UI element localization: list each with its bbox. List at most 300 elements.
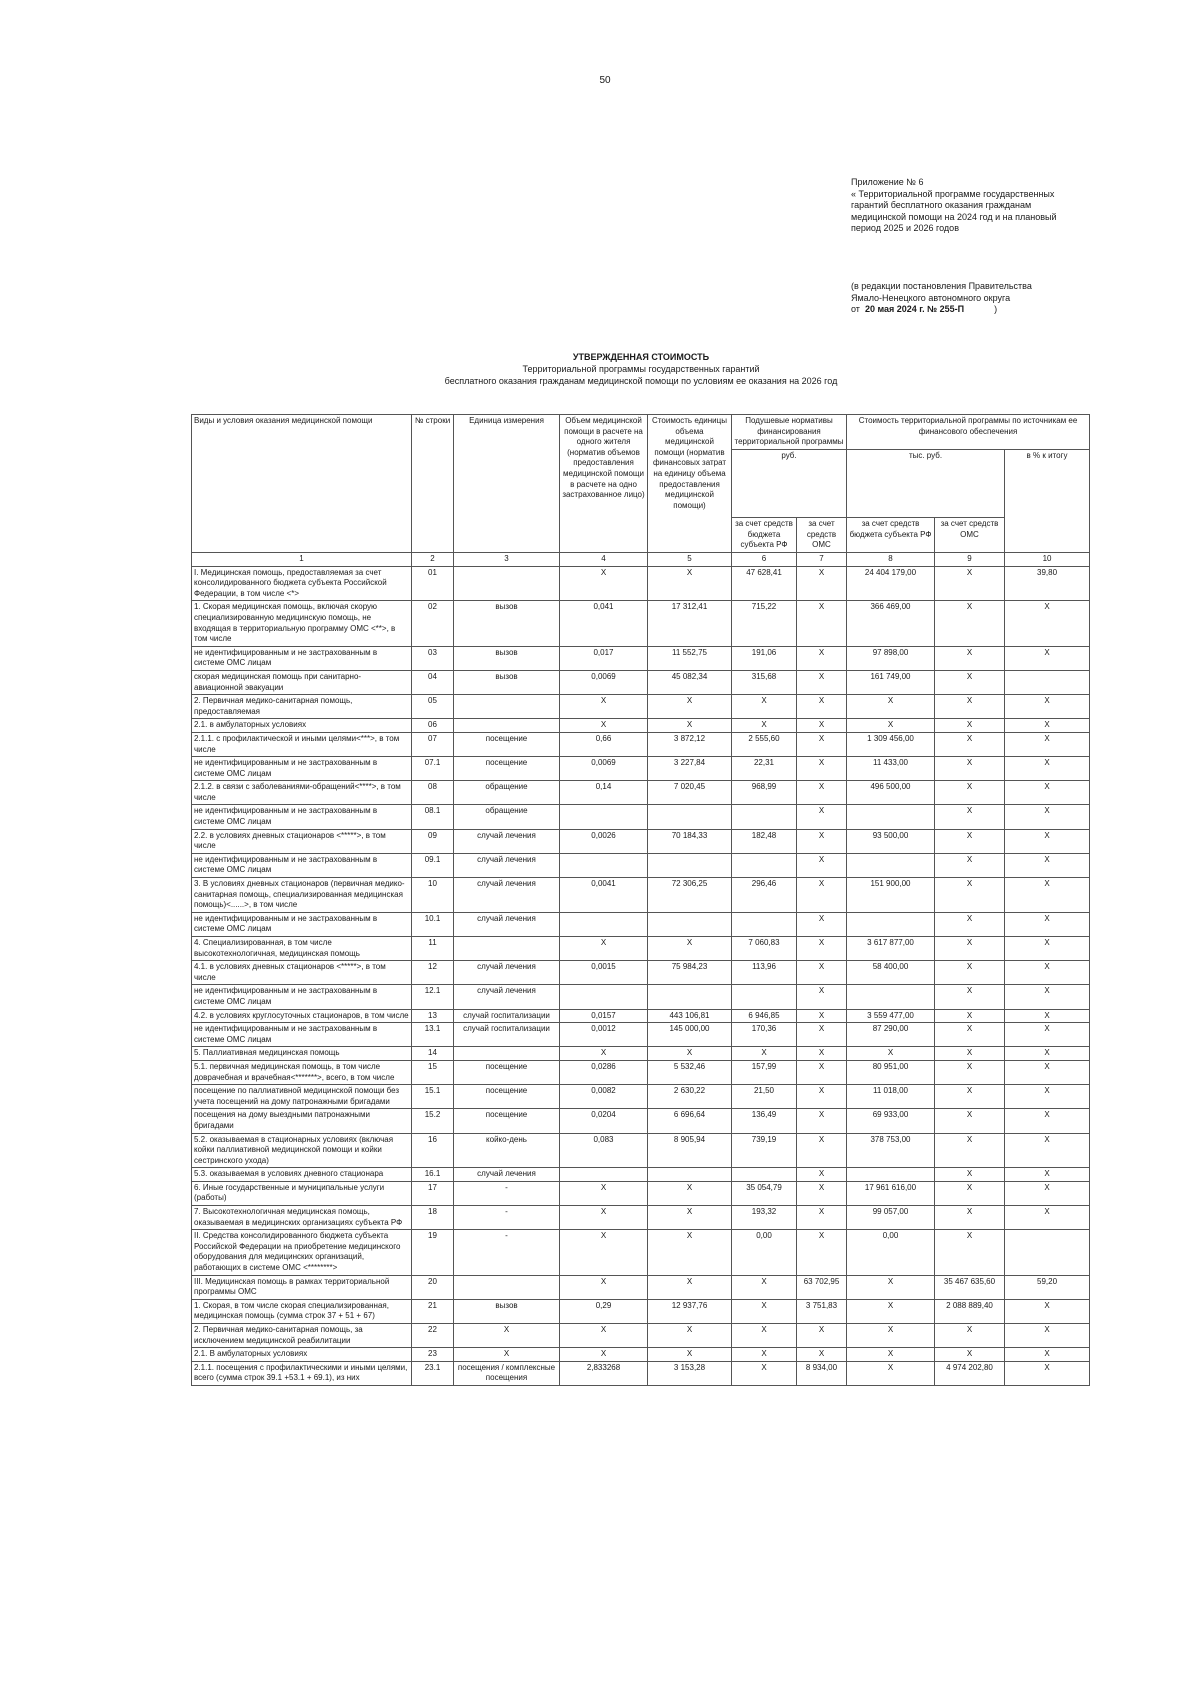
- table-cell: случай лечения: [454, 985, 560, 1009]
- table-cell: X: [1005, 1023, 1090, 1047]
- table-cell: 87 290,00: [847, 1023, 935, 1047]
- table-cell: X: [648, 937, 732, 961]
- table-cell: X: [1005, 985, 1090, 1009]
- header-per-capita-unit: руб.: [732, 449, 847, 517]
- column-number: 2: [412, 553, 454, 567]
- table-cell: [847, 1168, 935, 1182]
- table-cell: X: [935, 601, 1005, 646]
- table-row: [192, 1060, 1090, 1084]
- table-cell: 18: [412, 1206, 454, 1230]
- table-cell: 1. Скорая медицинская помощь, включая скорую специализированную медицинскую помощь, не входящая в территориальную программу ОМС <**>, в том числе: [192, 601, 412, 646]
- table-row: [192, 1230, 1090, 1275]
- table-cell: 145 000,00: [648, 1023, 732, 1047]
- table-cell: 443 106,81: [648, 1009, 732, 1023]
- table-cell: 14: [412, 1047, 454, 1061]
- table-row: [192, 1009, 1090, 1023]
- table-cell: X: [847, 1324, 935, 1348]
- table-cell: 24 404 179,00: [847, 566, 935, 601]
- table-cell: 17 312,41: [648, 601, 732, 646]
- table-cell: 2.1.2. в связи с заболеваниями-обращений<****>, в том числе: [192, 781, 412, 805]
- table-cell: вызов: [454, 646, 560, 670]
- table-row: [192, 1181, 1090, 1205]
- table-cell: [732, 912, 797, 936]
- table-cell: посещение: [454, 757, 560, 781]
- table-cell: X: [935, 1133, 1005, 1168]
- table-cell: 2.1. В амбулаторных условиях: [192, 1348, 412, 1362]
- table-row: [192, 1324, 1090, 1348]
- table-cell: X: [1005, 1047, 1090, 1061]
- table-cell: посещение: [454, 732, 560, 756]
- table-cell: X: [847, 1348, 935, 1362]
- table-cell: случай лечения: [454, 912, 560, 936]
- table-cell: 75 984,23: [648, 961, 732, 985]
- column-number: 1: [192, 553, 412, 567]
- table-cell: 22: [412, 1324, 454, 1348]
- table-cell: 35 054,79: [732, 1181, 797, 1205]
- table-cell: X: [1005, 757, 1090, 781]
- table-cell: X: [1005, 829, 1090, 853]
- table-cell: X: [560, 1206, 648, 1230]
- table-cell: X: [1005, 961, 1090, 985]
- table-cell: [648, 985, 732, 1009]
- table-cell: 17 961 616,00: [847, 1181, 935, 1205]
- table-cell: 157,99: [732, 1060, 797, 1084]
- table-cell: X: [1005, 878, 1090, 913]
- table-cell: [454, 937, 560, 961]
- table-cell: 2.1.1. с профилактической и иными целями<***>, в том числе: [192, 732, 412, 756]
- column-number: 6: [732, 553, 797, 567]
- table-row: [192, 732, 1090, 756]
- table-cell: X: [1005, 1133, 1090, 1168]
- table-cell: посещение: [454, 1060, 560, 1084]
- header-cost-unit: тыс. руб.: [847, 449, 1005, 517]
- table-cell: [560, 805, 648, 829]
- table-cell: 80 951,00: [847, 1060, 935, 1084]
- table-cell: 23: [412, 1348, 454, 1362]
- table-cell: 0,041: [560, 601, 648, 646]
- table-cell: 6 946,85: [732, 1009, 797, 1023]
- table-cell: 3 751,83: [797, 1299, 847, 1323]
- table-cell: X: [935, 961, 1005, 985]
- table-cell: X: [560, 566, 648, 601]
- table-cell: 3 153,28: [648, 1361, 732, 1385]
- table-cell: X: [1005, 853, 1090, 877]
- table-cell: X: [935, 1324, 1005, 1348]
- table-cell: 2 555,60: [732, 732, 797, 756]
- table-cell: [847, 805, 935, 829]
- table-cell: X: [797, 878, 847, 913]
- table-cell: 4.2. в условиях круглосуточных стационаров, в том числе: [192, 1009, 412, 1023]
- table-cell: X: [1005, 732, 1090, 756]
- edition-date: 20 мая 2024 г. № 255-П: [864, 304, 965, 314]
- table-cell: X: [560, 1047, 648, 1061]
- table-cell: 2. Первичная медико-санитарная помощь, предоставляемая: [192, 695, 412, 719]
- table-row: [192, 781, 1090, 805]
- table-cell: 35 467 635,60: [935, 1275, 1005, 1299]
- table-cell: посещение: [454, 1109, 560, 1133]
- column-number: 3: [454, 553, 560, 567]
- header-unit-cost: Стоимость единицы объема медицинской помощи (норматив финансовых затрат на единицу объема предоставления медицинской помощи): [648, 415, 732, 553]
- table-cell: 0,14: [560, 781, 648, 805]
- table-cell: не идентифицированным и не застрахованным в системе ОМС лицам: [192, 805, 412, 829]
- table-cell: 0,0026: [560, 829, 648, 853]
- table-cell: 15.1: [412, 1085, 454, 1109]
- table-cell: случай госпитализации: [454, 1009, 560, 1023]
- table-cell: X: [797, 1109, 847, 1133]
- table-cell: [560, 1168, 648, 1182]
- column-number: 8: [847, 553, 935, 567]
- table-cell: X: [935, 1060, 1005, 1084]
- table-cell: 5 532,46: [648, 1060, 732, 1084]
- table-row: [192, 757, 1090, 781]
- table-cell: -: [454, 1206, 560, 1230]
- table-cell: X: [648, 1324, 732, 1348]
- table-cell: [847, 985, 935, 1009]
- table-cell: 20: [412, 1275, 454, 1299]
- table-cell: X: [797, 1023, 847, 1047]
- table-cell: не идентифицированным и не застрахованным в системе ОМС лицам: [192, 985, 412, 1009]
- table-cell: X: [797, 1009, 847, 1023]
- table-cell: X: [560, 719, 648, 733]
- header-oms-thousand: за счет средств ОМС: [935, 518, 1005, 553]
- table-cell: 0,083: [560, 1133, 648, 1168]
- table-cell: X: [1005, 912, 1090, 936]
- table-cell: X: [797, 1230, 847, 1275]
- table-cell: 12 937,76: [648, 1299, 732, 1323]
- table-cell: X: [1005, 719, 1090, 733]
- table-cell: X: [732, 1324, 797, 1348]
- table-cell: 7 020,45: [648, 781, 732, 805]
- table-cell: X: [560, 1230, 648, 1275]
- table-cell: 0,0286: [560, 1060, 648, 1084]
- table-cell: X: [797, 937, 847, 961]
- column-number: 10: [1005, 553, 1090, 567]
- table-cell: 11 433,00: [847, 757, 935, 781]
- table-cell: 59,20: [1005, 1275, 1090, 1299]
- table-cell: 70 184,33: [648, 829, 732, 853]
- table-cell: [648, 912, 732, 936]
- table-cell: 08: [412, 781, 454, 805]
- table-cell: [732, 853, 797, 877]
- table-cell: X: [797, 695, 847, 719]
- table-cell: случай лечения: [454, 853, 560, 877]
- table-cell: X: [648, 1230, 732, 1275]
- table-cell: 0,0015: [560, 961, 648, 985]
- table-row: [192, 937, 1090, 961]
- table-cell: 15: [412, 1060, 454, 1084]
- table-cell: 11 018,00: [847, 1085, 935, 1109]
- table-cell: 8 934,00: [797, 1361, 847, 1385]
- table-cell: X: [648, 1275, 732, 1299]
- table-row: [192, 829, 1090, 853]
- table-cell: 0,00: [732, 1230, 797, 1275]
- table-cell: 0,00: [847, 1230, 935, 1275]
- table-cell: X: [797, 1206, 847, 1230]
- table-cell: 1 309 456,00: [847, 732, 935, 756]
- table-cell: 4 974 202,80: [935, 1361, 1005, 1385]
- table-cell: 04: [412, 670, 454, 694]
- table-cell: 07.1: [412, 757, 454, 781]
- table-cell: [1005, 1230, 1090, 1275]
- table-cell: 191,06: [732, 646, 797, 670]
- table-cell: посещение по паллиативной медицинской помощи без учета посещений на дому патронажными бригадами: [192, 1085, 412, 1109]
- table-cell: 3. В условиях дневных стационаров (первичная медико-санитарная помощь, специализированная медицинская помощь)<......>, в том числе: [192, 878, 412, 913]
- table-cell: случай лечения: [454, 829, 560, 853]
- table-cell: 296,46: [732, 878, 797, 913]
- table-cell: 2 088 889,40: [935, 1299, 1005, 1323]
- table-cell: 10: [412, 878, 454, 913]
- table-cell: 69 933,00: [847, 1109, 935, 1133]
- header-percent: в % к итогу: [1005, 449, 1090, 552]
- table-cell: обращение: [454, 805, 560, 829]
- table-cell: X: [732, 719, 797, 733]
- table-cell: X: [1005, 805, 1090, 829]
- table-cell: 5.1. первичная медицинская помощь, в том числе доврачебная и врачебная<*******>, всего, в том числе: [192, 1060, 412, 1084]
- table-cell: 10.1: [412, 912, 454, 936]
- table-cell: X: [648, 1348, 732, 1362]
- table-cell: X: [560, 1324, 648, 1348]
- table-cell: X: [648, 1047, 732, 1061]
- table-cell: 09.1: [412, 853, 454, 877]
- table-cell: X: [797, 829, 847, 853]
- table-cell: X: [648, 1206, 732, 1230]
- table-cell: X: [797, 732, 847, 756]
- table-cell: не идентифицированным и не застрахованным в системе ОМС лицам: [192, 853, 412, 877]
- table-cell: X: [797, 1047, 847, 1061]
- table-cell: [1005, 670, 1090, 694]
- column-number: 7: [797, 553, 847, 567]
- table-cell: [732, 985, 797, 1009]
- table-cell: 12.1: [412, 985, 454, 1009]
- table-row: [192, 1348, 1090, 1362]
- table-cell: случай госпитализации: [454, 1023, 560, 1047]
- table-cell: [454, 695, 560, 719]
- table-cell: [847, 853, 935, 877]
- table-cell: 715,22: [732, 601, 797, 646]
- table-cell: X: [847, 719, 935, 733]
- header-row-number: № строки: [412, 415, 454, 553]
- table-cell: 22,31: [732, 757, 797, 781]
- table-cell: [732, 805, 797, 829]
- table-cell: 4.1. в условиях дневных стационаров <*****>, в том числе: [192, 961, 412, 985]
- table-cell: X: [935, 1047, 1005, 1061]
- table-cell: X: [560, 695, 648, 719]
- header-oms-rub: за счет средств ОМС: [797, 518, 847, 553]
- table-cell: [648, 805, 732, 829]
- table-row: [192, 601, 1090, 646]
- table-cell: 72 306,25: [648, 878, 732, 913]
- table-cell: 2.2. в условиях дневных стационаров <*****>, в том числе: [192, 829, 412, 853]
- table-cell: [454, 1275, 560, 1299]
- table-cell: 3 617 877,00: [847, 937, 935, 961]
- table-row: [192, 805, 1090, 829]
- table-cell: 7 060,83: [732, 937, 797, 961]
- table-cell: 6 696,64: [648, 1109, 732, 1133]
- table-cell: [454, 719, 560, 733]
- table-cell: X: [732, 1299, 797, 1323]
- table-cell: X: [797, 1168, 847, 1182]
- edition-prefix: от: [851, 304, 860, 314]
- table-cell: X: [1005, 601, 1090, 646]
- table-cell: X: [797, 1348, 847, 1362]
- table-row: [192, 1047, 1090, 1061]
- table-cell: X: [797, 719, 847, 733]
- table-cell: X: [797, 781, 847, 805]
- table-cell: X: [935, 985, 1005, 1009]
- table-row: [192, 1133, 1090, 1168]
- table-cell: X: [1005, 695, 1090, 719]
- edition-note: [851, 281, 1071, 316]
- table-cell: X: [648, 1181, 732, 1205]
- table-cell: X: [935, 805, 1005, 829]
- table-cell: 03: [412, 646, 454, 670]
- table-cell: X: [797, 601, 847, 646]
- table-row: [192, 646, 1090, 670]
- table-cell: 16: [412, 1133, 454, 1168]
- table-cell: X: [1005, 1168, 1090, 1182]
- table-cell: не идентифицированным и не застрахованным в системе ОМС лицам: [192, 757, 412, 781]
- table-cell: X: [935, 719, 1005, 733]
- table-cell: 136,49: [732, 1109, 797, 1133]
- table-row: [192, 566, 1090, 601]
- table-cell: X: [935, 1206, 1005, 1230]
- table-cell: X: [797, 805, 847, 829]
- table-cell: посещения на дому выездными патронажными бригадами: [192, 1109, 412, 1133]
- table-cell: X: [935, 670, 1005, 694]
- table-cell: X: [847, 1047, 935, 1061]
- table-row: [192, 1361, 1090, 1385]
- table-cell: X: [797, 853, 847, 877]
- table-cell: X: [1005, 1206, 1090, 1230]
- table-cell: 2.1.1. посещения с профилактическими и иными целями, всего (сумма строк 39.1 +53.1 + 69.1), из них: [192, 1361, 412, 1385]
- table-cell: X: [797, 757, 847, 781]
- table-cell: X: [847, 1299, 935, 1323]
- table-cell: обращение: [454, 781, 560, 805]
- table-cell: X: [935, 757, 1005, 781]
- table-cell: [454, 566, 560, 601]
- table-cell: 378 753,00: [847, 1133, 935, 1168]
- table-cell: не идентифицированным и не застрахованным в системе ОМС лицам: [192, 646, 412, 670]
- table-cell: 39,80: [1005, 566, 1090, 601]
- page-number: 50: [599, 75, 611, 86]
- table-cell: вызов: [454, 670, 560, 694]
- table-cell: X: [797, 1085, 847, 1109]
- table-cell: 0,29: [560, 1299, 648, 1323]
- table-cell: X: [935, 1023, 1005, 1047]
- table-cell: 99 057,00: [847, 1206, 935, 1230]
- table-cell: 0,0069: [560, 757, 648, 781]
- table-cell: X: [1005, 1181, 1090, 1205]
- table-cell: X: [935, 646, 1005, 670]
- table-body: [192, 566, 1090, 1385]
- table-cell: 07: [412, 732, 454, 756]
- appendix-note: Приложение № 6 « Территориальной программе государственных гарантий бесплатного оказания гражданам медицинской помощи на 2024 год и на плановый период 2025 и 2026 годов: [851, 177, 1057, 233]
- header-budget-rub: за счет средств бюджета субъекта РФ: [732, 518, 797, 553]
- title-main: УТВЕРЖДЕННАЯ СТОИМОСТЬ: [572, 352, 710, 362]
- table-cell: 5. Паллиативная медицинская помощь: [192, 1047, 412, 1061]
- table-cell: 13: [412, 1009, 454, 1023]
- table-cell: X: [1005, 1361, 1090, 1385]
- table-cell: X: [1005, 781, 1090, 805]
- table-cell: X: [560, 1181, 648, 1205]
- table-cell: 21: [412, 1299, 454, 1323]
- table-cell: 93 500,00: [847, 829, 935, 853]
- table-cell: 06: [412, 719, 454, 733]
- table-cell: [648, 853, 732, 877]
- table-cell: X: [797, 566, 847, 601]
- header-budget-thousand: за счет средств бюджета субъекта РФ: [847, 518, 935, 553]
- table-cell: X: [732, 1348, 797, 1362]
- table-cell: 16.1: [412, 1168, 454, 1182]
- table-cell: скорая медицинская помощь при санитарно-авиационной эвакуации: [192, 670, 412, 694]
- table-cell: 0,0041: [560, 878, 648, 913]
- table-cell: X: [797, 646, 847, 670]
- table-cell: X: [935, 853, 1005, 877]
- table-cell: не идентифицированным и не застрахованным в системе ОМС лицам: [192, 912, 412, 936]
- table-cell: 23.1: [412, 1361, 454, 1385]
- table-cell: X: [797, 1181, 847, 1205]
- table-cell: X: [935, 912, 1005, 936]
- table-cell: X: [935, 781, 1005, 805]
- table-cell: 05: [412, 695, 454, 719]
- edition-line-3: [851, 304, 1071, 316]
- edition-suffix: ): [994, 304, 998, 314]
- table-cell: X: [935, 937, 1005, 961]
- table-cell: 3 872,12: [648, 732, 732, 756]
- edition-line-1: (в редакции постановления Правительства: [851, 281, 1032, 291]
- table-cell: 0,0204: [560, 1109, 648, 1133]
- table-cell: X: [935, 1348, 1005, 1362]
- table-cell: 11 552,75: [648, 646, 732, 670]
- table-cell: 182,48: [732, 829, 797, 853]
- table-cell: 6. Иные государственные и муниципальные услуги (работы): [192, 1181, 412, 1205]
- table-cell: 19: [412, 1230, 454, 1275]
- table-cell: 09: [412, 829, 454, 853]
- table-cell: 739,19: [732, 1133, 797, 1168]
- table-cell: X: [797, 985, 847, 1009]
- table-cell: 15.2: [412, 1109, 454, 1133]
- table-cell: X: [454, 1348, 560, 1362]
- table-cell: X: [648, 566, 732, 601]
- table-cell: X: [797, 1060, 847, 1084]
- table-cell: X: [935, 1181, 1005, 1205]
- table-cell: 0,0082: [560, 1085, 648, 1109]
- table-cell: посещение: [454, 1085, 560, 1109]
- table-cell: X: [648, 719, 732, 733]
- table-cell: 0,0012: [560, 1023, 648, 1047]
- column-number: 4: [560, 553, 648, 567]
- header-program-cost: Стоимость территориальной программы по источникам ее финансового обеспечения: [847, 415, 1090, 450]
- table-cell: 113,96: [732, 961, 797, 985]
- table-row: [192, 1206, 1090, 1230]
- table-cell: X: [732, 1047, 797, 1061]
- table-cell: вызов: [454, 1299, 560, 1323]
- table-row: [192, 1299, 1090, 1323]
- table-cell: X: [560, 1348, 648, 1362]
- table-cell: 0,017: [560, 646, 648, 670]
- table-cell: X: [797, 912, 847, 936]
- table-cell: 1. Скорая, в том числе скорая специализированная, медицинская помощь (сумма строк 37 + 51 + 67): [192, 1299, 412, 1323]
- table-row: [192, 1023, 1090, 1047]
- table-cell: 3 559 477,00: [847, 1009, 935, 1023]
- cost-table: [191, 414, 1090, 1386]
- table-cell: X: [648, 695, 732, 719]
- table-row: [192, 1275, 1090, 1299]
- table-cell: X: [935, 1009, 1005, 1023]
- table-cell: 0,66: [560, 732, 648, 756]
- table-cell: 151 900,00: [847, 878, 935, 913]
- table-cell: 2 630,22: [648, 1085, 732, 1109]
